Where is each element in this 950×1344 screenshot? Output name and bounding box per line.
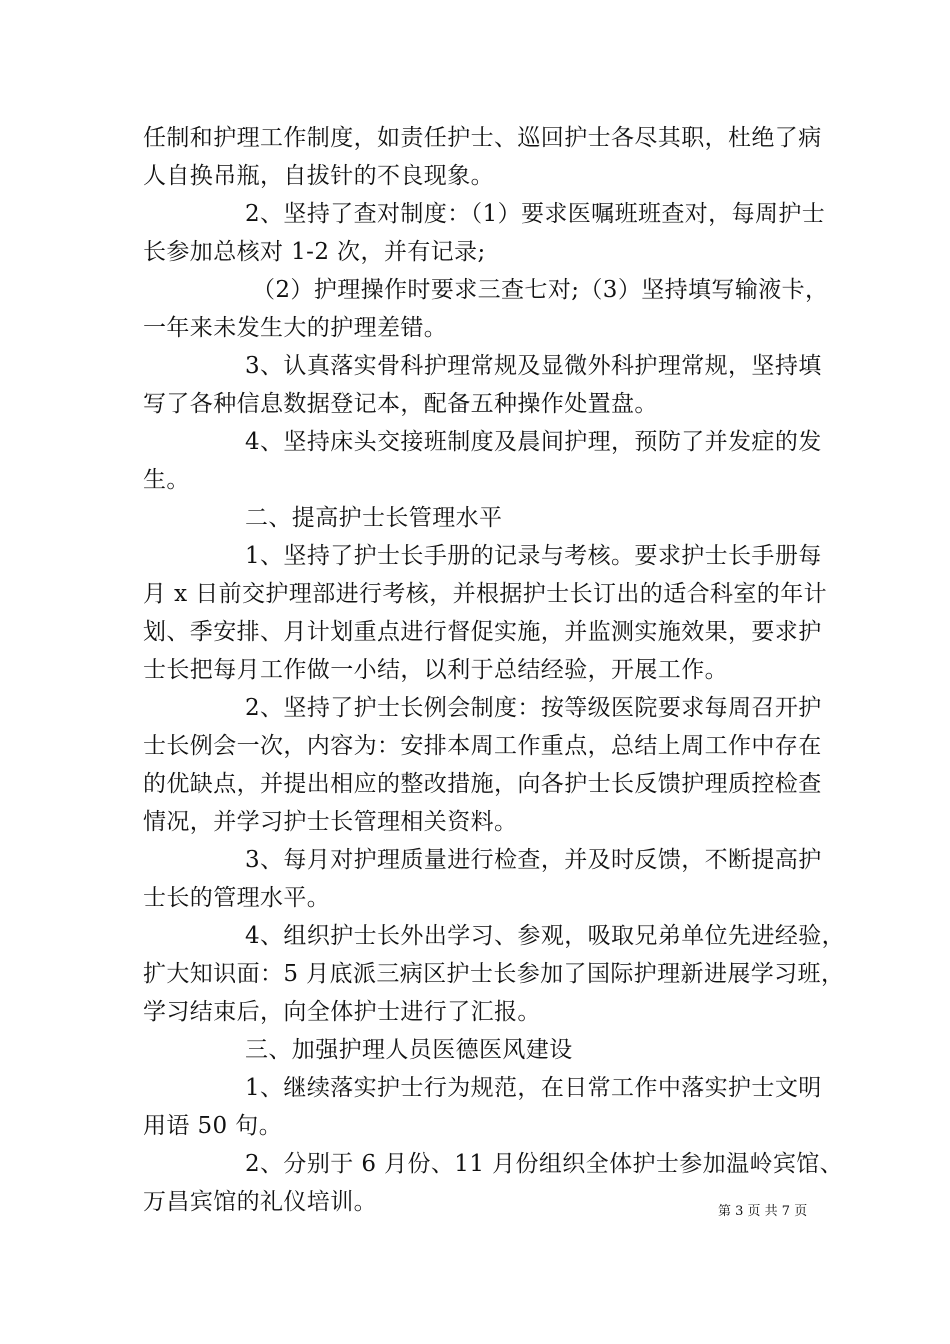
text-line: 人自换吊瓶，自拔针的不良现象。 bbox=[143, 163, 494, 189]
text-line: 长参加总核对 1-2 次，并有记录; bbox=[143, 239, 486, 265]
text-line: 士长的管理水平。 bbox=[143, 885, 331, 911]
text-line: 学习结束后，向全体护士进行了汇报。 bbox=[143, 999, 541, 1025]
text-line: 用语 50 句。 bbox=[143, 1113, 283, 1139]
text-line: 3、认真落实骨科护理常规及显微外科护理常规，坚持填 bbox=[245, 353, 822, 379]
text-line: 月 x 日前交护理部进行考核，并根据护士长订出的适合科室的年计 bbox=[143, 581, 827, 607]
text-line: 2、分别于 6 月份、11 月份组织全体护士参加温岭宾馆、 bbox=[245, 1151, 844, 1177]
text-line: 1、继续落实护士行为规范，在日常工作中落实护士文明 bbox=[245, 1075, 822, 1101]
text-line: 一年来未发生大的护理差错。 bbox=[143, 315, 448, 341]
text-line: 4、坚持床头交接班制度及晨间护理，预防了并发症的发 bbox=[245, 429, 822, 455]
text-line: 3、每月对护理质量进行检查，并及时反馈，不断提高护 bbox=[245, 847, 822, 873]
text-line: 4、组织护士长外出学习、参观，吸取兄弟单位先进经验， bbox=[245, 923, 846, 949]
text-line: 2、坚持了查对制度：（1）要求医嘱班班查对，每周护士 bbox=[245, 201, 826, 227]
text-line: 士长把每月工作做一小结，以利于总结经验，开展工作。 bbox=[143, 657, 728, 683]
text-line: 写了各种信息数据登记本，配备五种操作处置盘。 bbox=[143, 391, 658, 417]
text-line: 的优缺点，并提出相应的整改措施，向各护士长反馈护理质控检查 bbox=[143, 771, 822, 797]
text-line: 2、坚持了护士长例会制度：按等级医院要求每周召开护 bbox=[245, 695, 822, 721]
text-line: 士长例会一次，内容为：安排本周工作重点，总结上周工作中存在 bbox=[143, 733, 822, 759]
text-line: 万昌宾馆的礼仪培训。 bbox=[143, 1189, 377, 1215]
text-line: 1、坚持了护士长手册的记录与考核。要求护士长手册每 bbox=[245, 543, 822, 569]
text-line: 生。 bbox=[143, 467, 190, 493]
text-line: 扩大知识面：5 月底派三病区护士长参加了国际护理新进展学习班， bbox=[143, 961, 845, 987]
text-line: 情况，并学习护士长管理相关资料。 bbox=[143, 809, 518, 835]
text-line: 划、季安排、月计划重点进行督促实施，并监测实施效果，要求护 bbox=[143, 619, 822, 645]
page-number-footer: 第 3 页 共 7 页 bbox=[718, 1204, 808, 1219]
text-line: （2）护理操作时要求三查七对;（3）坚持填写输液卡， bbox=[252, 277, 829, 303]
section-heading: 二、提高护士长管理水平 bbox=[245, 505, 503, 531]
section-heading: 三、加强护理人员医德医风建设 bbox=[245, 1037, 573, 1063]
text-line: 任制和护理工作制度，如责任护士、巡回护士各尽其职，杜绝了病 bbox=[143, 125, 822, 151]
